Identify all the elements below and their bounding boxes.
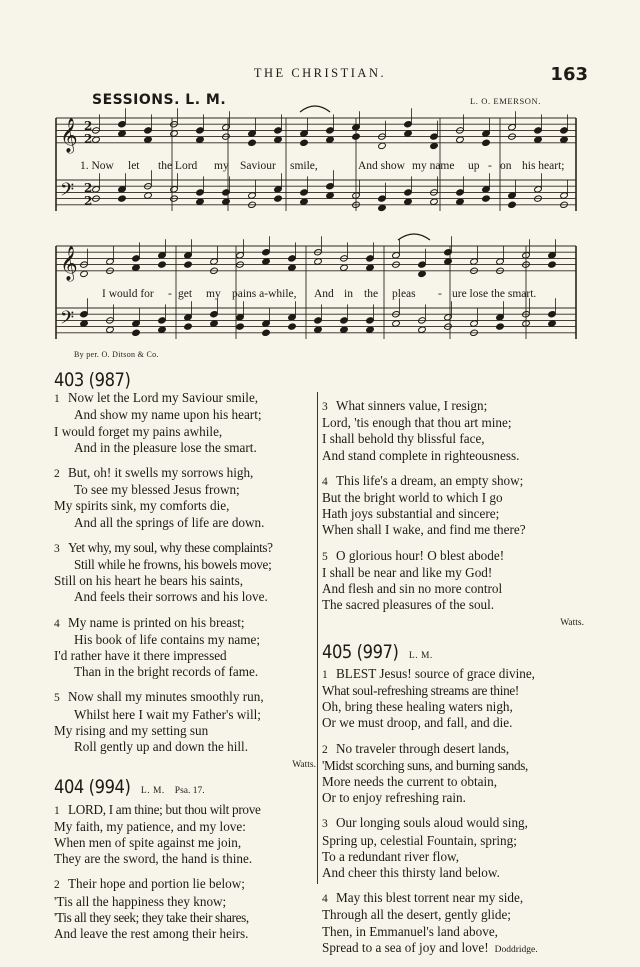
verse-line: My faith, my patience, and my love: <box>54 818 246 834</box>
verse-line: Through all the desert, gently glide; <box>322 907 511 923</box>
note-head <box>418 261 427 268</box>
verse-line: And leave the rest among their heirs. <box>54 926 249 942</box>
note-head <box>508 201 517 208</box>
verse-line: BLEST Jesus! source of grace divine, <box>336 665 535 681</box>
verse-line: But the bright world to which I go <box>322 490 503 506</box>
note-head <box>404 198 413 205</box>
note-head <box>418 270 427 277</box>
verse-line: And in the pleasure lose the smart. <box>74 439 257 455</box>
stanza-number: 1 <box>322 668 328 681</box>
note-head <box>430 142 439 149</box>
note-head <box>340 264 349 271</box>
stanza-number: 1 <box>54 804 60 817</box>
verse-line: And all the springs of life are down. <box>74 514 265 530</box>
note-head <box>456 189 465 196</box>
note-head <box>210 320 219 327</box>
stanza-number: 4 <box>322 893 328 906</box>
stanza-number: 3 <box>54 542 60 555</box>
lyric-syllable: on <box>500 160 512 172</box>
hymn-number: 403 (987) <box>54 369 131 391</box>
lyric-syllable: pains a-while, <box>232 288 297 300</box>
note-head <box>314 258 323 265</box>
note-head <box>326 183 335 190</box>
note-head <box>444 258 453 265</box>
hymn-405-header <box>322 640 584 664</box>
fermata-icon <box>398 234 430 240</box>
running-head: THE CHRISTIAN. <box>253 66 387 80</box>
note-head <box>118 121 127 128</box>
note-head <box>444 249 453 256</box>
stanza <box>54 802 316 868</box>
stanza <box>322 473 584 539</box>
note-head <box>352 124 361 131</box>
verse-line: They are the sword, the hand is thine. <box>54 851 253 867</box>
lyric-syllable: pleas <box>392 288 416 300</box>
hymn-meter: L. M. <box>140 786 165 797</box>
bass-clef-icon: 𝄢 <box>60 308 75 333</box>
stanza <box>54 615 316 681</box>
note-head <box>366 326 375 333</box>
note-head <box>248 139 257 146</box>
stanza-number: 3 <box>322 818 328 831</box>
note-head <box>340 317 349 324</box>
note-head <box>236 323 245 330</box>
stanza <box>54 876 316 942</box>
verse-line: My spirits sink, my comforts die, <box>54 498 230 514</box>
note-head <box>392 252 401 259</box>
note-head <box>444 314 453 321</box>
note-head <box>80 311 89 318</box>
note-head <box>118 186 127 193</box>
lyric-syllable: get <box>178 288 193 300</box>
column-divider <box>317 392 318 884</box>
note-head <box>340 326 349 333</box>
verse-line: Our longing souls aloud would sing, <box>336 815 528 831</box>
verse-line: Now shall my minutes smoothly run, <box>68 689 264 705</box>
verse-line: To see my blessed Jesus frown; <box>74 482 240 498</box>
stanza <box>322 548 584 614</box>
note-head <box>418 326 427 333</box>
note-head <box>288 314 297 321</box>
note-head <box>236 252 245 259</box>
stanza-number: 2 <box>54 468 60 481</box>
verse-line: Then, in Emmanuel's land above, <box>322 923 498 939</box>
stanza-number: 4 <box>54 617 60 630</box>
note-head <box>366 317 375 324</box>
verse-line: Roll gently up and down the hill. <box>74 739 248 755</box>
hymn-meter: L. M. <box>408 650 433 661</box>
note-head <box>158 261 167 268</box>
note-head <box>430 133 439 140</box>
lyric-syllable: I would for <box>102 288 154 300</box>
verse-line: Whilst here I wait my Father's will; <box>74 706 261 722</box>
note-head <box>352 133 361 140</box>
left-column <box>54 369 316 951</box>
verse-line: To a redundant river flow, <box>322 848 460 864</box>
verse-line: Their hope and portion lie below; <box>68 876 245 892</box>
lyric-syllable: - <box>438 288 442 300</box>
verse-line: This life's a dream, an empty show; <box>336 472 524 488</box>
stanza <box>54 390 316 456</box>
note-head <box>404 121 413 128</box>
verse-line: I shall be near and like my God! <box>322 564 493 580</box>
note-head <box>184 314 193 321</box>
time-signature: 2 <box>84 132 93 146</box>
verse-line: The sacred pleasures of the soul. <box>322 597 495 613</box>
note-head <box>144 192 153 199</box>
note-head <box>560 136 569 143</box>
lyric-syllable: my <box>206 288 221 300</box>
verse-line: Still while he frowns, his bowels move; <box>74 557 272 573</box>
note-head <box>184 323 193 330</box>
note-head <box>118 130 127 137</box>
note-head <box>300 198 309 205</box>
time-signature: 2 <box>84 194 93 208</box>
stanza-number: 4 <box>322 475 328 488</box>
lyric-syllable: up <box>468 160 480 172</box>
hymn-404-header <box>54 776 316 799</box>
note-head <box>482 195 491 202</box>
note-head <box>288 323 297 330</box>
note-head <box>92 186 101 193</box>
treble-clef-icon: 𝄞 <box>60 118 78 153</box>
note-head <box>534 127 543 134</box>
verse-line: When men of spite against me join, <box>54 835 242 851</box>
stanza <box>322 815 584 881</box>
lyric-syllable: Saviour <box>240 160 276 172</box>
note-head <box>496 258 505 265</box>
lyric-syllable: smile, <box>290 160 318 172</box>
note-head <box>496 323 505 330</box>
verse-line: 'Midst scorching suns, and burning sands, <box>322 757 528 773</box>
note-head <box>300 139 309 146</box>
stanza <box>322 666 584 732</box>
lyric-syllable: my <box>214 160 229 172</box>
note-head <box>470 320 479 327</box>
note-head <box>560 127 569 134</box>
time-signature: 2 <box>84 181 93 195</box>
verse-line: Spring up, celestial Fountain, spring; <box>322 832 517 848</box>
note-head <box>222 198 231 205</box>
note-head <box>548 261 557 268</box>
verse-line: Or to enjoy refreshing rain. <box>322 790 466 806</box>
stanza-number: 1 <box>54 393 60 406</box>
note-head <box>378 195 387 202</box>
verse-line: Oh, bring these healing waters nigh, <box>322 699 513 715</box>
verse-line: Spread to a sea of joy and love! <box>322 939 489 955</box>
lyric-syllable: the <box>364 288 379 300</box>
stanza <box>322 890 584 958</box>
verse-line: What soul-refreshing streams are thine! <box>322 683 520 699</box>
note-head <box>262 320 271 327</box>
note-head <box>430 198 439 205</box>
verse-line: But, oh! it swells my sorrows high, <box>68 465 254 481</box>
verse-line: I'd rather have it there impressed <box>54 648 227 664</box>
note-head <box>80 270 89 277</box>
lyric-syllable: my name <box>412 160 455 172</box>
lyric-syllable: - <box>168 288 172 300</box>
verse-line: Than in the bright records of fame. <box>74 664 259 680</box>
note-head <box>288 264 297 271</box>
note-head <box>262 258 271 265</box>
stanza <box>54 465 316 531</box>
lyric-syllable: 1. Now <box>80 160 114 172</box>
note-head <box>456 136 465 143</box>
note-head <box>132 329 141 336</box>
tune-name: SESSIONS. L. M. <box>92 92 227 108</box>
note-head <box>314 326 323 333</box>
music-score <box>0 0 640 360</box>
verse-line: No traveler through desert lands, <box>336 740 510 756</box>
verse-line: My name is printed on his breast; <box>68 614 245 630</box>
note-head <box>132 255 141 262</box>
verse-line: I shall behold thy blissful face, <box>322 431 485 447</box>
verse-line: And flesh and sin no more control <box>322 581 503 597</box>
note-head <box>262 249 271 256</box>
note-head <box>158 252 167 259</box>
note-head <box>314 317 323 324</box>
note-head <box>482 130 491 137</box>
verse-line: Now let the Lord my Saviour smile, <box>68 390 259 406</box>
verse-line: 'Tis all the happiness they know; <box>54 893 227 909</box>
stanza-number: 2 <box>322 743 328 756</box>
note-head <box>534 186 543 193</box>
verse-line: May this blest torrent near my side, <box>336 890 524 906</box>
note-head <box>534 136 543 143</box>
composer-credit: L. O. EMERSON. <box>470 96 541 106</box>
verse-line: What sinners value, I resign; <box>336 398 488 413</box>
note-head <box>366 255 375 262</box>
note-head <box>248 130 257 137</box>
note-head <box>548 311 557 318</box>
verse-line: Hath joys substantial and sincere; <box>322 506 500 522</box>
bass-clef-icon: 𝄢 <box>60 180 75 205</box>
hymn-403-header <box>54 369 316 391</box>
lyric-syllable: ure lose the smart. <box>452 288 537 300</box>
note-head <box>508 192 517 199</box>
note-head <box>184 252 193 259</box>
stanza <box>54 689 316 755</box>
note-head <box>274 136 283 143</box>
lyric-syllable: the Lord <box>158 160 198 172</box>
note-head <box>404 130 413 137</box>
note-head <box>170 186 179 193</box>
note-head <box>560 192 569 199</box>
note-head <box>106 326 115 333</box>
verse-line: And cheer this thirsty land below. <box>322 865 500 881</box>
note-head <box>326 127 335 134</box>
note-head <box>184 261 193 268</box>
hymn-number: 405 (997) <box>322 640 399 663</box>
verse-line: My rising and my setting sun <box>54 722 209 738</box>
note-head <box>496 314 505 321</box>
stanza-number: 5 <box>54 692 60 705</box>
page-number: 163 <box>550 64 588 85</box>
lyric-syllable: in <box>344 288 353 300</box>
time-signature: 2 <box>84 119 93 133</box>
stanza <box>322 741 584 807</box>
verse-line: Lord, 'tis enough that thou art mine; <box>322 415 512 431</box>
verse-line: I would forget my pains awhile, <box>54 423 223 439</box>
note-head <box>274 186 283 193</box>
note-head <box>170 130 179 137</box>
lyric-syllable: let <box>128 160 140 172</box>
hymn-author: Watts. <box>560 618 584 629</box>
note-head <box>482 139 491 146</box>
hymn-number: 404 (994) <box>54 776 131 799</box>
note-head <box>326 136 335 143</box>
fermata-icon <box>300 106 330 112</box>
note-head <box>508 124 517 131</box>
note-head <box>288 255 297 262</box>
note-head <box>196 136 205 143</box>
verse-line: O glorious hour! O blest abode! <box>336 547 505 563</box>
note-head <box>378 204 387 211</box>
hymn-author: Watts. <box>292 760 316 771</box>
note-head <box>248 192 257 199</box>
note-head <box>222 189 231 196</box>
note-head <box>326 192 335 199</box>
lyric-syllable: And show <box>358 160 405 172</box>
note-head <box>236 314 245 321</box>
note-head <box>300 189 309 196</box>
note-head <box>144 127 153 134</box>
stanza-number: 3 <box>322 401 328 413</box>
note-head <box>392 320 401 327</box>
note-head <box>548 320 557 327</box>
note-head <box>548 252 557 259</box>
note-head <box>404 189 413 196</box>
note-head <box>274 127 283 134</box>
verse-line: His book of life contains my name; <box>74 631 261 647</box>
lyric-syllable: And <box>314 288 334 300</box>
stanza-number: 5 <box>322 550 328 563</box>
note-head <box>158 317 167 324</box>
verse-line: More needs the current to obtain, <box>322 774 498 790</box>
verse-line: When shall I wake, and find me there? <box>322 522 526 538</box>
verse-line: And feels their sorrows and his love. <box>74 589 268 605</box>
treble-clef-icon: 𝄞 <box>60 246 78 281</box>
verse-line: 'Tis all they seek; they take their shares, <box>54 909 249 925</box>
verse-line: And show my name upon his heart; <box>74 407 262 423</box>
hymn-author: Doddridge. <box>494 944 538 955</box>
note-head <box>378 142 387 149</box>
note-head <box>144 136 153 143</box>
note-head <box>196 127 205 134</box>
note-head <box>456 198 465 205</box>
permission-note: By per. O. Ditson & Co. <box>74 350 159 359</box>
lyric-syllable: - <box>488 160 492 172</box>
note-head <box>470 258 479 265</box>
note-head <box>158 326 167 333</box>
note-head <box>366 264 375 271</box>
note-head <box>262 329 271 336</box>
psalm-reference: Psa. 17. <box>174 786 205 797</box>
stanza <box>322 398 584 464</box>
note-head <box>132 264 141 271</box>
note-head <box>210 258 219 265</box>
note-head <box>300 130 309 137</box>
stanza <box>54 540 316 606</box>
note-head <box>274 195 283 202</box>
stanza-number: 2 <box>54 879 60 892</box>
note-head <box>482 186 491 193</box>
verse-line: Still on his heart he bears his saints, <box>54 573 243 589</box>
note-head <box>118 195 127 202</box>
note-head <box>80 320 89 327</box>
lyric-syllable: his heart; <box>522 160 565 172</box>
note-head <box>106 258 115 265</box>
verse-line: And stand complete in righteousness. <box>322 447 520 463</box>
note-head <box>222 124 231 131</box>
verse-line: LORD, I am thine; but thou wilt prove <box>68 801 261 817</box>
note-head <box>92 136 101 143</box>
verse-line: Yet why, my soul, why these complaints? <box>68 539 273 555</box>
note-head <box>210 311 219 318</box>
note-head <box>196 189 205 196</box>
note-head <box>196 198 205 205</box>
right-column <box>322 398 584 967</box>
verse-line: Or we must droop, and fall, and die. <box>322 715 513 731</box>
note-head <box>132 320 141 327</box>
